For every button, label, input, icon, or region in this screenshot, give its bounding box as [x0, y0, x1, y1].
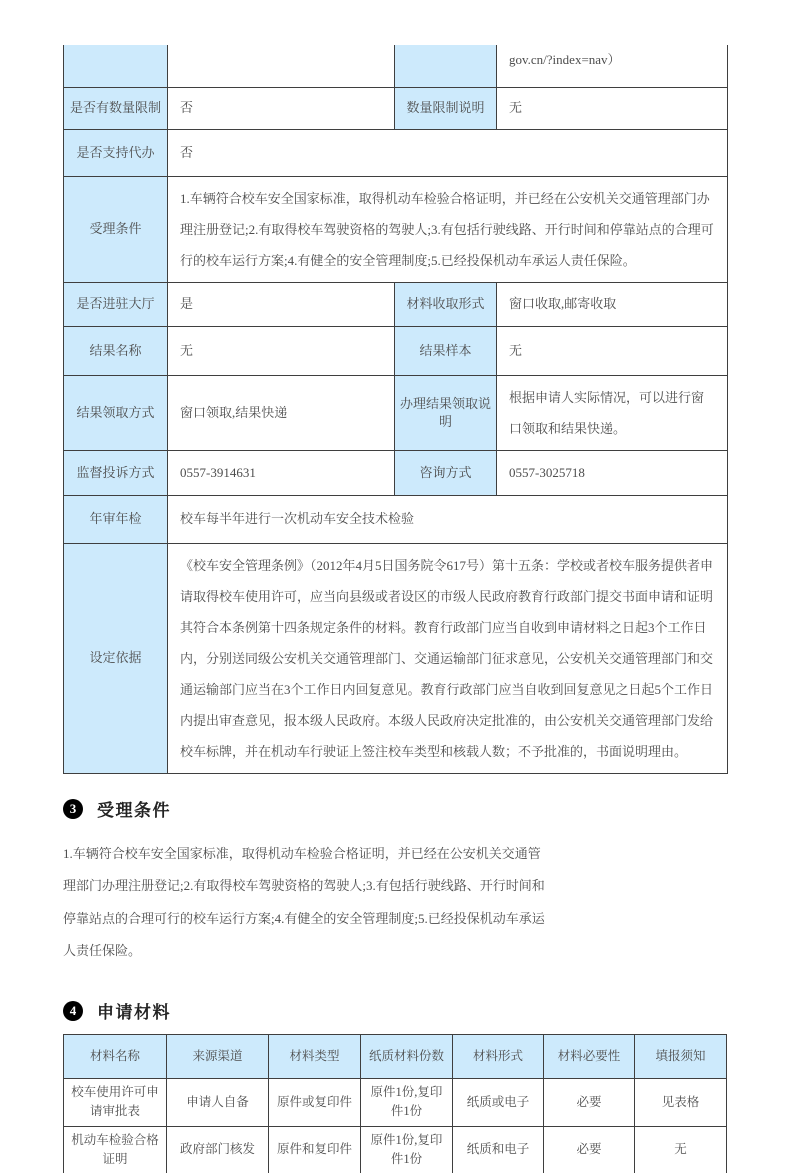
- field-label: 咨询方式: [395, 450, 497, 495]
- table-row: [64, 1126, 727, 1173]
- field-label: 监督投诉方式: [64, 450, 168, 495]
- field-value: 窗口收取,邮寄收取: [497, 282, 728, 326]
- service-detail-table: [63, 45, 728, 774]
- materials-cell: 原件1份,复印件1份: [361, 1078, 453, 1126]
- table-row: [64, 543, 728, 773]
- field-label: 是否支持代办: [64, 129, 168, 176]
- materials-table: [63, 1034, 727, 1173]
- materials-cell: 政府部门核发: [167, 1126, 269, 1173]
- field-label: 结果样本: [395, 326, 497, 375]
- materials-cell: 原件或复印件: [269, 1078, 361, 1126]
- field-value: 根据申请人实际情况，可以进行窗口领取和结果快递。: [497, 375, 728, 450]
- section-number-badge: 4: [63, 1001, 83, 1021]
- field-label: 办理结果领取说明: [395, 375, 497, 450]
- materials-cell: 纸质和电子: [453, 1126, 544, 1173]
- field-label: [395, 45, 497, 87]
- field-value: 《校车安全管理条例》（2012年4月5日国务院令617号）第十五条：学校或者校车服务提供者申请取得校车使用许可，应当向县级或者设区的市级人民政府教育行政部门提交书面申请和证明其符合本条例第十四条规定条件的材料。教育行政部门应当自收到申请材料之日起3个工作日内，分别送同级公安机关交通管理部门、交通运输部门征求意见，公安机关交通管理部门和交通运输部门应当在3个工作日内回复意见。教育行政部门应当自收到回复意见之日起5个工作日内提出审查意见，报本级人民政府。本级人民政府决定批准的，由公安机关交通管理部门发给校车标牌，并在机动车行驶证上签注校车类型和核载人数；不予批准的，书面说明理由。: [168, 543, 728, 773]
- field-value: 无: [497, 326, 728, 375]
- table-row: [64, 495, 728, 543]
- table-row: [64, 45, 728, 87]
- table-row: [64, 282, 728, 326]
- field-label: 结果领取方式: [64, 375, 168, 450]
- field-label: 是否有数量限制: [64, 87, 168, 129]
- field-label: [64, 45, 168, 87]
- field-label: 材料收取形式: [395, 282, 497, 326]
- materials-header-cell: 纸质材料份数: [361, 1034, 453, 1078]
- materials-cell: 校车使用许可申请审批表: [64, 1078, 167, 1126]
- materials-header-cell: 材料类型: [269, 1034, 361, 1078]
- materials-cell: 无: [635, 1126, 727, 1173]
- materials-header-row: [64, 1034, 727, 1078]
- materials-cell: 原件1份,复印件1份: [361, 1126, 453, 1173]
- materials-cell: 必要: [544, 1078, 635, 1126]
- materials-header-cell: 材料必要性: [544, 1034, 635, 1078]
- page-content: [63, 0, 727, 1173]
- section-number-badge: 3: [63, 799, 83, 819]
- field-value: 无: [168, 326, 395, 375]
- field-label: 设定依据: [64, 543, 168, 773]
- field-value: 0557-3914631: [168, 450, 395, 495]
- field-value: 窗口领取,结果快递: [168, 375, 395, 450]
- field-value: 校车每半年进行一次机动车安全技术检验: [168, 495, 728, 543]
- section-title: 受理条件: [97, 796, 171, 821]
- field-value: gov.cn/?index=nav）: [497, 45, 728, 87]
- acceptance-conditions-text: 1.车辆符合校车安全国家标准，取得机动车检验合格证明，并已经在公安机关交通管理部门办理注册登记;2.有取得校车驾驶资格的驾驶人;3.有包括行驶线路、开行时间和停靠站点的合理可行的校车运行方案;4.有健全的安全管理制度;5.已经投保机动车承运人责任保险。: [63, 838, 545, 968]
- field-label: 受理条件: [64, 176, 168, 282]
- table-row: [64, 450, 728, 495]
- table-row: [64, 129, 728, 176]
- table-row: [64, 1078, 727, 1126]
- table-row: [64, 87, 728, 129]
- section-4-heading: [63, 998, 727, 1024]
- table-row: [64, 326, 728, 375]
- section-3-heading: [63, 796, 727, 822]
- table-row: [64, 375, 728, 450]
- field-value: [168, 45, 395, 87]
- table-row: [64, 176, 728, 282]
- materials-header-cell: 来源渠道: [167, 1034, 269, 1078]
- field-value: 否: [168, 87, 395, 129]
- field-value: 否: [168, 129, 728, 176]
- materials-header-cell: 材料名称: [64, 1034, 167, 1078]
- materials-header-cell: 材料形式: [453, 1034, 544, 1078]
- field-value: 1.车辆符合校车安全国家标准，取得机动车检验合格证明，并已经在公安机关交通管理部门办理注册登记;2.有取得校车驾驶资格的驾驶人;3.有包括行驶线路、开行时间和停靠站点的合理可行的校车运行方案;4.有健全的安全管理制度;5.已经投保机动车承运人责任保险。: [168, 176, 728, 282]
- field-label: 是否进驻大厅: [64, 282, 168, 326]
- section-title: 申请材料: [97, 998, 171, 1023]
- field-value: 无: [497, 87, 728, 129]
- field-label: 年审年检: [64, 495, 168, 543]
- materials-cell: 申请人自备: [167, 1078, 269, 1126]
- field-value: 是: [168, 282, 395, 326]
- field-label: 数量限制说明: [395, 87, 497, 129]
- materials-header-cell: 填报须知: [635, 1034, 727, 1078]
- materials-cell: 机动车检验合格证明: [64, 1126, 167, 1173]
- field-value: 0557-3025718: [497, 450, 728, 495]
- materials-cell: 纸质或电子: [453, 1078, 544, 1126]
- field-label: 结果名称: [64, 326, 168, 375]
- materials-cell: 原件和复印件: [269, 1126, 361, 1173]
- materials-cell: 必要: [544, 1126, 635, 1173]
- materials-cell: 见表格: [635, 1078, 727, 1126]
